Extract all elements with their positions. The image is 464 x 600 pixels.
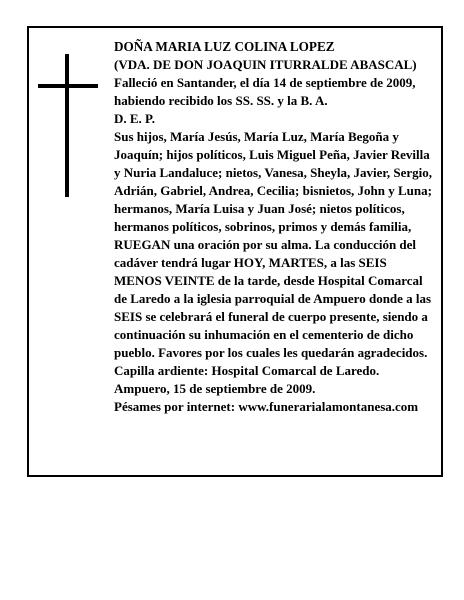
family-list: Sus hijos, María Jesús, María Luz, María Begoña y Joaquín; hijos políticos, Luis Miguel Peña, Javier Revilla y Nuria Landaluce; nietos, Vanesa, Sheyla, Javier, Sergio, Adrián, Gabriel, Andrea, Cecilia; bisnietos, John y Luna; hermanos, María Luisa y Juan José; nietos políticos, hermanos políticos, sobrinos, primos y demás familia,	[114, 129, 433, 234]
death-info: Falleció en Santander, el día 14 de septiembre de 2009, habiendo recibido los SS. SS. y la B. A.	[114, 75, 416, 108]
cross-horizontal-bar	[38, 84, 98, 88]
funeral-request: RUEGAN una oración por su alma. La conducción del cadáver tendrá lugar HOY, MARTES, a las SEIS MENOS VEINTE de la tarde, desde Hospital Comarcal de Laredo a la iglesia parroquial de Ampuero donde a las SEIS se celebrará el funeral de cuerpo presente, siendo a continuación su inhumación en el cementerio de dicho pueblo. Favores por los cuales les quedarán agradecidos. Capilla ardiente: Hospital Comarcal de Laredo.	[114, 237, 432, 378]
dep-line: D. E. P.	[114, 111, 156, 126]
deceased-name: DOÑA MARIA LUZ COLINA LOPEZ	[114, 39, 335, 54]
online-condolences: Pésames por internet: www.funerarialamontanesa.com	[114, 399, 419, 414]
cross-icon	[38, 54, 98, 197]
place-date: Ampuero, 15 de septiembre de 2009.	[114, 381, 316, 396]
widow-of-line: (VDA. DE DON JOAQUIN ITURRALDE ABASCAL)	[114, 57, 417, 72]
cross-vertical-bar	[65, 54, 69, 197]
obituary-text	[114, 38, 434, 416]
